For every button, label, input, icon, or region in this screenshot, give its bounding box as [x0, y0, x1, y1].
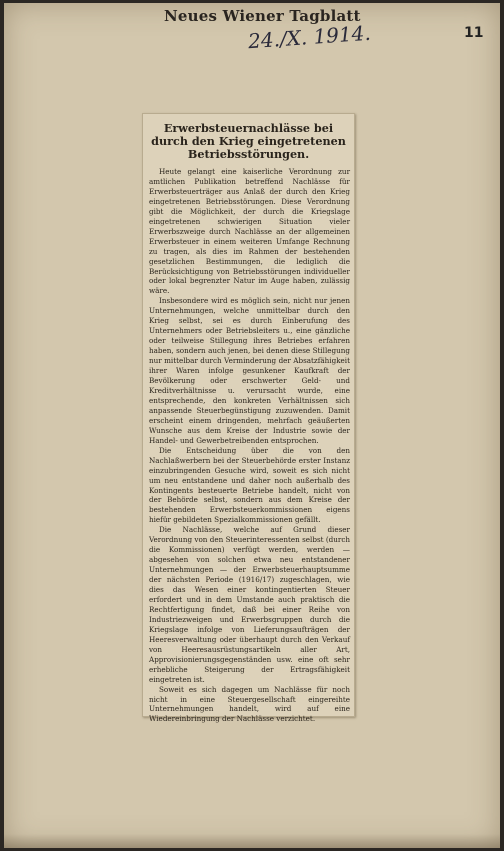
article-body [143, 167, 354, 724]
newspaper-clipping [142, 113, 355, 724]
archive-sheet [4, 3, 500, 848]
page-number: 11 [464, 25, 484, 41]
article-paragraph: Soweit es sich dagegen um Nachlässe für noch nicht in eine Steuergesellschaft eingereihte Unternehmungen handelt, wird auf eine Wiedereinbringung der Nachlässe verzichtet. [149, 684, 350, 724]
article-paragraph: Insbesondere wird es möglich sein, nicht nur jenen Unternehmungen, welche unmittelbar durch den Krieg selbst, sei es durch Einberufung des Unternehmers oder Betriebsleiters u., eine gänzliche oder teilweise Stillegung ihres Betriebes erfahren haben, sondern auch jenen, bei denen diese Stillegung nur mittelbar durch Verminderung der Absatzfähigkeit ihrer Waren infolge gesunkener Kaufkraft der Bevölkerung oder erschwerter Geld- und Kreditverhältnisse u. verursacht wurde, eine entsprechende, den konkreten Verhältnissen sich anpassende Steuerbegünstigung zuzuwenden. Damit erscheint einem dringenden, mehrfach geäußerten Wunsche aus dem Kreise der Industrie sowie der Handel- und Gewerbetreibenden entsprochen. [149, 296, 350, 445]
article-paragraph: Heute gelangt eine kaiserliche Verordnung zur amtlichen Publikation betreffend Nachlässe für Erwerbsteuerträger aus Anlaß der durch den Krieg eingetretenen Betriebsstörungen. Diese Verordnung gibt die Möglichkeit, der durch die Kriegslage eingetretenen schwierigen Situation vieler Erwerbszweige durch Nachlässe an der allgemeinen Erwerbsteuer in einem weiteren Umfange Rechnung zu tragen, als dies im Rahmen der bestehenden gesetzlichen Bestimmungen, die lediglich die Berücksichtigung von Betriebsstörungen individueller oder lokal begrenzter Natur im Auge haben, zulässig wäre. [149, 167, 350, 296]
handwritten-date: 24./X. 1914. [247, 20, 372, 54]
article-paragraph: Die Nachlässe, welche auf Grund dieser Verordnung von den Steuerinteressenten selbst (durch die Kommissionen) verfügt werden, werden — abgesehen von solchen etwa neu entstandener Unternehmungen — der Erwerbsteuerhauptsumme der nächsten Periode (1916/17) zugeschlagen, wie dies das Wesen einer kontingentierten Steuer erfordert und in dem Umstande auch praktisch die Rechtfertigung findet, daß bei einer Reihe von Industriezweigen und Erwerbsgruppen durch die Kriegslage infolge von Lieferungsaufträgen der Heeresverwaltung oder überhaupt durch den Verkauf von Heeresausrüstungsartikeln aller Art, Approvisionierungsgegenständen usw. eine oft sehr erhebliche Steigerung der Ertragsfähigkeit eingetreten ist. [149, 525, 350, 684]
sheet-edge-shadow [4, 834, 500, 848]
newspaper-masthead: Neues Wiener Tagblatt [164, 7, 361, 25]
article-paragraph: Die Entscheidung über die von den Nachlaßwerbern bei der Steuerbehörde erster Instanz einzubringenden Gesuche wird, soweit es sich nicht um neu entstandene und daher noch außerhalb des Kontingents besteuerte Betriebe handelt, nicht von der Behörde selbst, sondern aus dem Kreise der bestehenden Erwerbsteuerkommissionen eigens hiefür gebildeten Spezialkommissionen gefällt. [149, 445, 350, 525]
article-headline: Erwerbsteuernachlässe bei durch den Krieg eingetretenen Betriebsstörungen. [151, 121, 346, 161]
